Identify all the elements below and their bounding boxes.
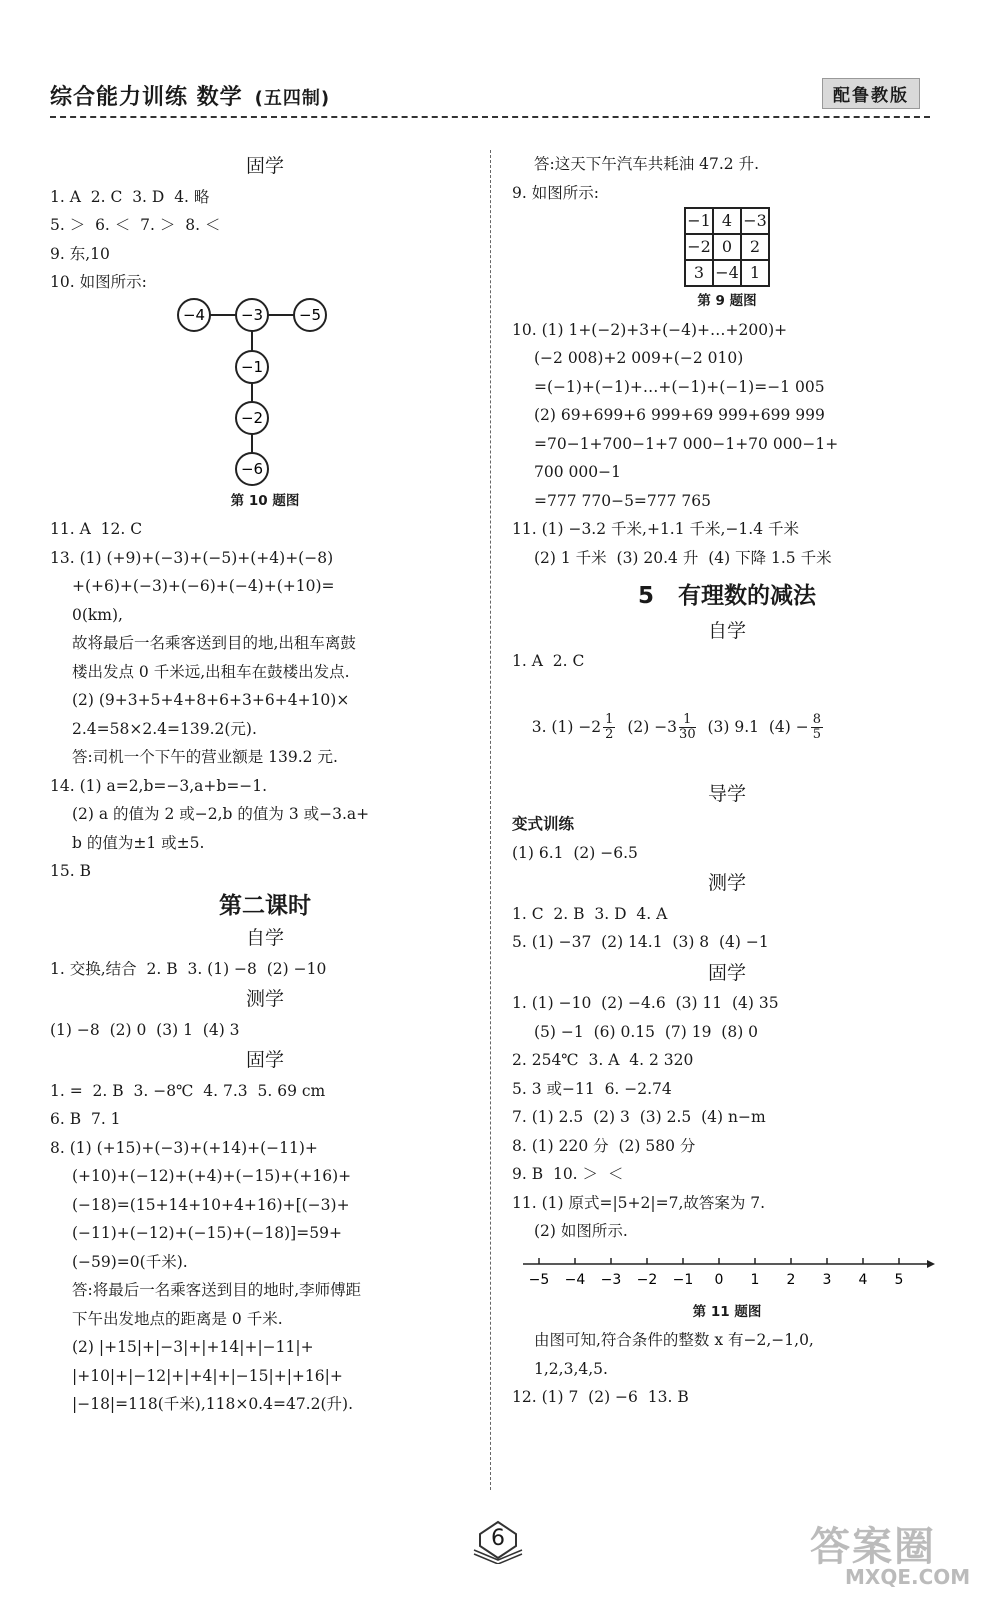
book-title [50, 80, 330, 111]
answer-line: 8. (1) (+15)+(−3)+(+14)+(−11)+ [50, 1138, 318, 1157]
answer-line: |+10|+|−12|+|+4|+|−15|+|+16|+ [72, 1366, 343, 1385]
node-label: −4 [182, 305, 206, 324]
tick-label: 4 [858, 1271, 868, 1288]
answer-line: 2.4=58×2.4=139.2(元). [72, 719, 257, 738]
grid-cell: −2 [685, 234, 713, 260]
node-label: −5 [298, 305, 322, 324]
tick-label: −5 [528, 1271, 550, 1288]
answer-line: (2) (9+3+5+4+8+6+3+6+4+10)× [72, 691, 350, 709]
answer-line: 由图可知,符合条件的整数 x 有−2,−1,0, [534, 1331, 814, 1349]
column-divider [490, 150, 491, 1490]
section-heading: 导学 [707, 782, 746, 805]
grid-cell: 2 [741, 234, 769, 260]
answer-line-fractions [512, 676, 942, 778]
figure-caption: 第 9 题图 [697, 293, 757, 309]
answer-line: 答:司机一个下午的营业额是 139.2 元. [72, 748, 338, 766]
answer-line: (2) 69+699+6 999+69 999+699 999 [534, 406, 825, 424]
grid-cell: −4 [713, 260, 741, 286]
answer-line: (+10)+(−12)+(+4)+(−15)+(+16)+ [72, 1167, 352, 1185]
answer-text: (3) 9.1 (4) − [707, 717, 809, 736]
answer-line: 15. B [50, 862, 91, 880]
answer-line: 1. 交换,结合 2. B 3. (1) −8 (2) −10 [50, 959, 327, 978]
answer-line: (2) 如图所示. [534, 1222, 628, 1240]
section-title-text: 有理数的减法 [678, 583, 817, 609]
answer-line: (2) 1 千米 (3) 20.4 升 (4) 下降 1.5 千米 [534, 548, 832, 567]
answer-line: (2) a 的值为 2 或−2,b 的值为 3 或−3.a+ [72, 805, 370, 823]
answer-line: 11. (1) −3.2 千米,+1.1 千米,−1.4 千米 [512, 520, 800, 538]
fraction [811, 713, 823, 742]
figure-caption: 第 10 题图 [230, 492, 300, 509]
node-label: −3 [240, 305, 264, 324]
tick-label: 0 [714, 1271, 724, 1288]
answer-line: 10. (1) 1+(−2)+3+(−4)+…+200)+ [512, 320, 788, 339]
answer-line: 故将最后一名乘客送到目的地,出租车离鼓 [72, 634, 356, 652]
answer-line: 1. = 2. B 3. −8℃ 4. 7.3 5. 69 cm [50, 1081, 326, 1100]
denominator: 30 [679, 727, 696, 742]
answer-line: 8. (1) 220 分 (2) 580 分 [512, 1136, 696, 1155]
section-heading: 测学 [707, 872, 746, 894]
answer-line: (2) |+15|+|−3|+|+14|+|−11|+ [72, 1338, 314, 1356]
grid-cell: 0 [713, 234, 741, 260]
tick-label: 3 [822, 1271, 832, 1288]
section-heading: 固学 [245, 1049, 284, 1071]
answer-line: 楼出发点 0 千米远,出租车在鼓楼出发点. [72, 662, 350, 681]
answer-line: 5. (1) −37 (2) 14.1 (3) 8 (4) −1 [512, 933, 769, 951]
answer-line: 1,2,3,4,5. [534, 1359, 608, 1378]
answer-line: 答:这天下午汽车共耗油 47.2 升. [534, 155, 760, 173]
answer-line: 9. B 10. ＞ ＜ [512, 1165, 624, 1183]
section-number: 5 [637, 583, 654, 609]
answer-line: (1) −8 (2) 0 (3) 1 (4) 3 [50, 1020, 240, 1039]
answer-line: 6. B 7. 1 [50, 1110, 121, 1128]
answer-line: (5) −1 (6) 0.15 (7) 19 (8) 0 [534, 1022, 759, 1041]
answer-text: 3. (1) −2 [531, 717, 602, 736]
tick-label: 1 [750, 1271, 760, 1288]
book-subtitle: (五四制) [254, 88, 331, 109]
answer-line: (−2 008)+2 009+(−2 010) [534, 349, 744, 367]
answer-line: (−18)=(15+14+10+4+16)+[(−3)+ [72, 1195, 350, 1214]
answer-line: 5. ＞ 6. ＜ 7. ＞ 8. ＜ [50, 216, 221, 234]
section-heading: 自学 [245, 927, 284, 949]
denominator: 5 [812, 727, 821, 742]
edition-badge: 配鲁教版 [822, 78, 920, 109]
arrow-icon [927, 1260, 935, 1268]
answer-line: 答:将最后一名乘客送到目的地时,李师傅距 [72, 1281, 362, 1299]
watermark: 答案圈 [810, 1524, 936, 1570]
right-column [512, 150, 942, 1412]
tick-label: −2 [636, 1271, 658, 1288]
answer-text: (2) −3 [627, 717, 678, 736]
book-title-text: 综合能力训练 数学 [50, 85, 243, 110]
fraction [603, 713, 615, 742]
figure-11 [512, 1246, 942, 1298]
answer-line: 14. (1) a=2,b=−3,a+b=−1. [50, 776, 268, 795]
answer-line: 1. (1) −10 (2) −4.6 (3) 11 (4) 35 [512, 994, 779, 1012]
grid-cell: −1 [685, 208, 713, 234]
grid-cell: 3 [685, 260, 713, 286]
figure-10 [50, 297, 480, 487]
figure-10-diagram [165, 297, 365, 487]
answer-line: 10. 如图所示: [50, 273, 147, 291]
watermark-url: MXQE.COM [845, 1565, 971, 1589]
tick-label: −1 [672, 1271, 694, 1288]
subheading: 变式训练 [512, 815, 575, 833]
section-heading: 固学 [707, 961, 746, 984]
tick-label: 5 [894, 1271, 904, 1288]
magic-square-grid [684, 207, 770, 287]
answer-line: 13. (1) (+9)+(−3)+(−5)+(+4)+(−8) [50, 548, 334, 567]
answer-line: |−18|=118(千米),118×0.4=47.2(升). [72, 1395, 353, 1413]
grid-cell: 1 [741, 260, 769, 286]
figure-caption: 第 11 题图 [692, 1303, 762, 1320]
header-divider [50, 116, 930, 118]
answer-line: =70−1+700−1+7 000−1+70 000−1+ [534, 434, 839, 453]
grid-cell: −3 [741, 208, 769, 234]
numerator: 1 [605, 712, 614, 727]
node-label: −6 [240, 459, 264, 478]
answer-line: (1) 6.1 (2) −6.5 [512, 843, 638, 862]
node-label: −1 [240, 357, 264, 376]
section-heading: 测学 [245, 988, 284, 1010]
answer-line: (−11)+(−12)+(−15)+(−18)]=59+ [72, 1224, 342, 1242]
tick-label: 2 [786, 1271, 796, 1288]
number-line [517, 1246, 937, 1298]
answer-line: 9. 东,10 [50, 244, 110, 263]
node-label: −2 [240, 408, 264, 427]
numerator: 1 [679, 713, 696, 728]
page-number [468, 1520, 528, 1564]
fraction [679, 713, 696, 742]
answer-line: (−59)=0(千米). [72, 1252, 188, 1271]
answer-line: 1. A 2. C [512, 652, 585, 670]
figure-9 [512, 207, 942, 287]
tick-label: −3 [600, 1271, 622, 1288]
answer-line: 5. 3 或−11 6. −2.74 [512, 1079, 672, 1098]
answer-line: 7. (1) 2.5 (2) 3 (3) 2.5 (4) n−m [512, 1108, 766, 1126]
answer-line: =777 770−5=777 765 [534, 491, 712, 510]
left-column [50, 150, 480, 1419]
answer-line: 2. 254℃ 3. A 4. 2 320 [512, 1051, 694, 1069]
answer-line: b 的值为±1 或±5. [72, 833, 205, 852]
answer-line: 9. 如图所示: [512, 183, 599, 202]
numerator: 8 [812, 712, 821, 727]
grid-cell: 4 [713, 208, 741, 234]
answer-line: 700 000−1 [534, 463, 621, 481]
answer-line: 11. A 12. C [50, 520, 143, 538]
answer-line: 11. (1) 原式=|5+2|=7,故答案为 7. [512, 1193, 766, 1212]
answer-line: 下午出发地点的距离是 0 千米. [72, 1309, 283, 1328]
answer-line: 1. C 2. B 3. D 4. A [512, 904, 668, 923]
lesson-heading: 第二课时 [219, 892, 311, 919]
section-heading: 固学 [245, 155, 284, 177]
section-title [512, 582, 942, 611]
answer-line: 0(km), [72, 605, 123, 624]
page-number-text: 6 [491, 1526, 505, 1551]
page-header [50, 76, 930, 116]
denominator: 2 [605, 727, 614, 742]
answer-line: 1. A 2. C 3. D 4. 略 [50, 187, 210, 206]
answer-line: =(−1)+(−1)+…+(−1)+(−1)=−1 005 [534, 377, 825, 396]
answer-line: +(+6)+(−3)+(−6)+(−4)+(+10)= [72, 577, 335, 595]
answer-line: 12. (1) 7 (2) −6 13. B [512, 1388, 689, 1406]
tick-label: −4 [564, 1271, 586, 1288]
section-heading: 自学 [707, 619, 746, 642]
